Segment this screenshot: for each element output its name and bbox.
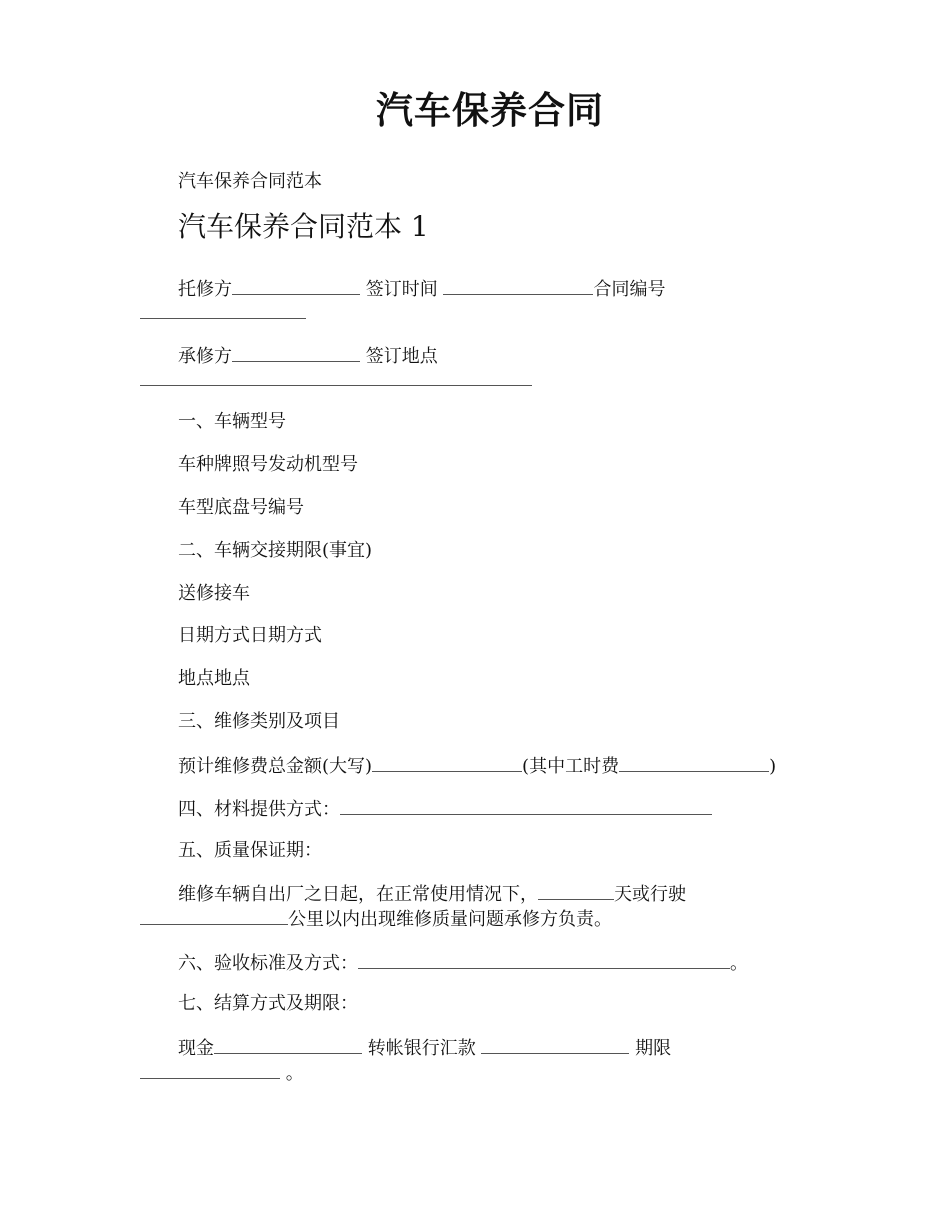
section-1-row-2: 车型底盘号编号 (178, 497, 304, 518)
client-blank (232, 276, 360, 295)
section-6-end: 。 (730, 953, 748, 974)
subtitle-small: 汽车保养合同范本 (178, 171, 322, 192)
contract-no-label: 合同编号 (593, 279, 666, 300)
material-blank (340, 796, 712, 815)
client-line (178, 276, 665, 302)
section-2-row-1: 送修接车 (178, 583, 250, 604)
sign-time-label: 签订时间 (360, 279, 444, 300)
term-label: 期限 (629, 1038, 672, 1059)
term-blank (140, 1060, 280, 1079)
section-7-end: 。 (280, 1063, 304, 1084)
transfer-label: 转帐银行汇款 (362, 1038, 482, 1059)
section-1: 一、车辆型号 (178, 411, 286, 432)
section-6: 六、验收标准及方式： (178, 953, 358, 974)
contract-no-blank (140, 300, 306, 319)
section-2-row-3: 地点地点 (178, 668, 250, 689)
section-5-row-1 (178, 881, 686, 907)
section-3: 三、维修类别及项目 (178, 711, 340, 732)
subtitle: 汽车保养合同范本 1 (178, 210, 429, 243)
repairer-line (178, 343, 438, 369)
warranty-days-blank (538, 881, 614, 900)
warranty-km-text: 公里以内出现维修质量问题承修方负责。 (288, 909, 612, 930)
section-7: 七、结算方式及期限： (178, 993, 358, 1014)
total-cost-blank (372, 753, 522, 772)
warranty-km-blank (140, 906, 288, 925)
labor-cost-blank (619, 753, 769, 772)
section-5-row-2 (140, 906, 612, 932)
labor-cost-close: ) (769, 756, 777, 777)
section-2: 二、车辆交接期限(事宜) (178, 540, 373, 561)
section-1-row-1: 车种牌照号发动机型号 (178, 454, 358, 475)
repairer-blank (232, 343, 360, 362)
labor-cost-label: (其中工时费 (522, 756, 620, 777)
section-3-cost-line (178, 753, 776, 779)
client-label: 托修方 (178, 279, 232, 300)
transfer-blank (481, 1035, 629, 1054)
cash-blank (214, 1035, 362, 1054)
sign-place-label: 签订地点 (360, 346, 438, 367)
sign-place-blank (140, 367, 532, 386)
section-7-row-2 (140, 1060, 304, 1086)
section-4-line (178, 796, 712, 822)
section-7-row-1 (178, 1035, 671, 1061)
warranty-text: 维修车辆自出厂之日起，在正常使用情况下， (178, 884, 538, 905)
section-5: 五、质量保证期： (178, 840, 322, 861)
section-2-row-2: 日期方式日期方式 (178, 625, 322, 646)
section-4: 四、材料提供方式： (178, 799, 340, 820)
section-6-line (178, 950, 748, 976)
total-cost-label: 预计维修费总金额(大写) (178, 756, 373, 777)
contract-no-continuation (140, 300, 306, 326)
document-title: 汽车保养合同 (376, 88, 604, 132)
warranty-days-label: 天或行驶 (614, 884, 686, 905)
cash-label: 现金 (178, 1038, 214, 1059)
sign-time-blank (443, 276, 593, 295)
acceptance-blank (358, 950, 730, 969)
sign-place-continuation (140, 367, 532, 393)
repairer-label: 承修方 (178, 346, 232, 367)
